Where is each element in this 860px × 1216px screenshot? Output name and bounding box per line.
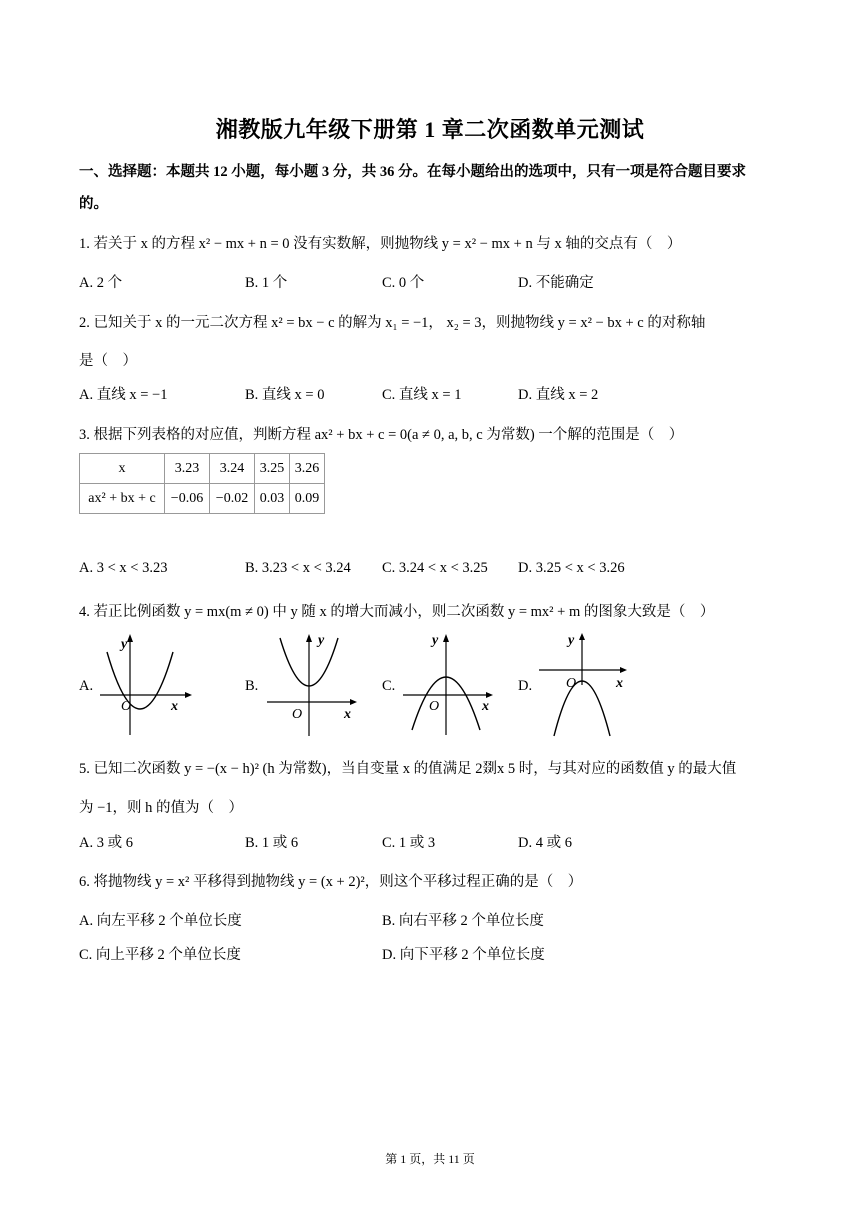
question-5-option-d: D. 4 或 6	[518, 835, 572, 851]
question-5-option-b: B. 1 或 6	[245, 835, 299, 851]
question-4-option-b: B.	[245, 678, 259, 694]
graph-b-x-label: x	[344, 707, 351, 722]
question-1-option-c: C. 0 个	[382, 275, 425, 291]
table-cell: 3.25	[255, 454, 290, 484]
question-5-option-a: A. 3 或 6	[79, 835, 133, 851]
question-4-option-d: D.	[518, 678, 533, 694]
graph-a-origin: O	[121, 699, 132, 714]
table-row	[80, 454, 325, 484]
graph-c-y-label: y	[432, 633, 439, 648]
question-1-option-a: A. 2 个	[79, 275, 123, 291]
question-1-option-d: D. 不能确定	[518, 275, 594, 291]
question-3-option-c: C. 3.24 < x < 3.25	[382, 560, 488, 576]
graph-c-x-label: x	[482, 699, 489, 714]
table-cell: 3.26	[290, 454, 325, 484]
graph-d-x-label: x	[616, 676, 623, 691]
question-6-option-a: A. 向左平移 2 个单位长度	[79, 913, 242, 929]
question-2-option-c: C. 直线 x = 1	[382, 387, 462, 403]
question-2-stem: 2. 已知关于 x 的一元二次方程 x² = bx − c 的解为 x₁ = −1， x₂ = 3，则抛物线 y = x² − bx + c 的对称轴	[79, 315, 706, 331]
graph-a	[95, 630, 195, 740]
question-2-option-a: A. 直线 x = −1	[79, 387, 168, 403]
graph-a-x-label: x	[171, 699, 178, 714]
question-5-stem-continued: 为 −1，则 h 的值为（ ）	[79, 800, 244, 816]
table-cell: −0.06	[165, 484, 210, 514]
question-2-stem-continued: 是（ ）	[79, 353, 137, 369]
question-4-stem: 4. 若正比例函数 y = mx(m ≠ 0) 中 y 随 x 的增大而减小，则二次函数 y = mx² + m 的图象大致是（ ）	[79, 604, 715, 620]
table-cell: x	[80, 454, 165, 484]
question-6-stem: 6. 将抛物线 y = x² 平移得到抛物线 y = (x + 2)²，则这个平移过程正确的是（ ）	[79, 874, 583, 890]
question-1-option-b: B. 1 个	[245, 275, 288, 291]
value-table	[79, 453, 325, 514]
graph-d-origin: O	[566, 676, 577, 691]
table-cell: 3.24	[210, 454, 255, 484]
question-6-option-c: C. 向上平移 2 个单位长度	[79, 947, 241, 963]
question-4-option-c: C.	[382, 678, 396, 694]
table-cell: 3.23	[165, 454, 210, 484]
graph-b	[262, 630, 362, 740]
question-3-option-b: B. 3.23 < x < 3.24	[245, 560, 351, 576]
question-5-stem: 5. 已知二次函数 y = −(x − h)² (h 为常数)，当自变量 x 的值满足 2剟x 5 时，与其对应的函数值 y 的最大值	[79, 761, 737, 777]
graph-c-origin: O	[429, 699, 440, 714]
graph-d-y-label: y	[568, 633, 575, 648]
graph-b-y-label: y	[318, 633, 325, 648]
question-2-option-b: B. 直线 x = 0	[245, 387, 325, 403]
question-3-stem: 3. 根据下列表格的对应值，判断方程 ax² + bx + c = 0(a ≠ 0, a, b, c 为常数) 一个解的范围是（ ）	[79, 427, 684, 443]
question-3-option-d: D. 3.25 < x < 3.26	[518, 560, 625, 576]
table-cell: 0.03	[255, 484, 290, 514]
graph-c	[398, 630, 498, 740]
graph-b-origin: O	[292, 707, 303, 722]
table-row	[80, 484, 325, 514]
graph-a-y-label: y	[121, 637, 128, 652]
question-6-option-b: B. 向右平移 2 个单位长度	[382, 913, 544, 929]
section-heading-line2: 的。	[79, 196, 108, 212]
table-cell: −0.02	[210, 484, 255, 514]
question-4-option-a: A.	[79, 678, 94, 694]
table-cell: 0.09	[290, 484, 325, 514]
question-6-option-d: D. 向下平移 2 个单位长度	[382, 947, 545, 963]
question-1-stem: 1. 若关于 x 的方程 x² − mx + n = 0 没有实数解，则抛物线 y = x² − mx + n 与 x 轴的交点有（ ）	[79, 236, 682, 252]
question-3-option-a: A. 3 < x < 3.23	[79, 560, 168, 576]
section-heading-line1: 一、选择题：本题共 12 小题，每小题 3 分，共 36 分。在每小题给出的选项中，只有一项是符合题目要求	[79, 164, 746, 180]
page-footer: 第 1 页，共 11 页	[385, 1152, 475, 1166]
question-2-option-d: D. 直线 x = 2	[518, 387, 599, 403]
question-5-option-c: C. 1 或 3	[382, 835, 436, 851]
page-title: 湘教版九年级下册第 1 章二次函数单元测试	[215, 117, 645, 142]
graph-d	[534, 630, 634, 740]
table-cell: ax² + bx + c	[80, 484, 165, 514]
